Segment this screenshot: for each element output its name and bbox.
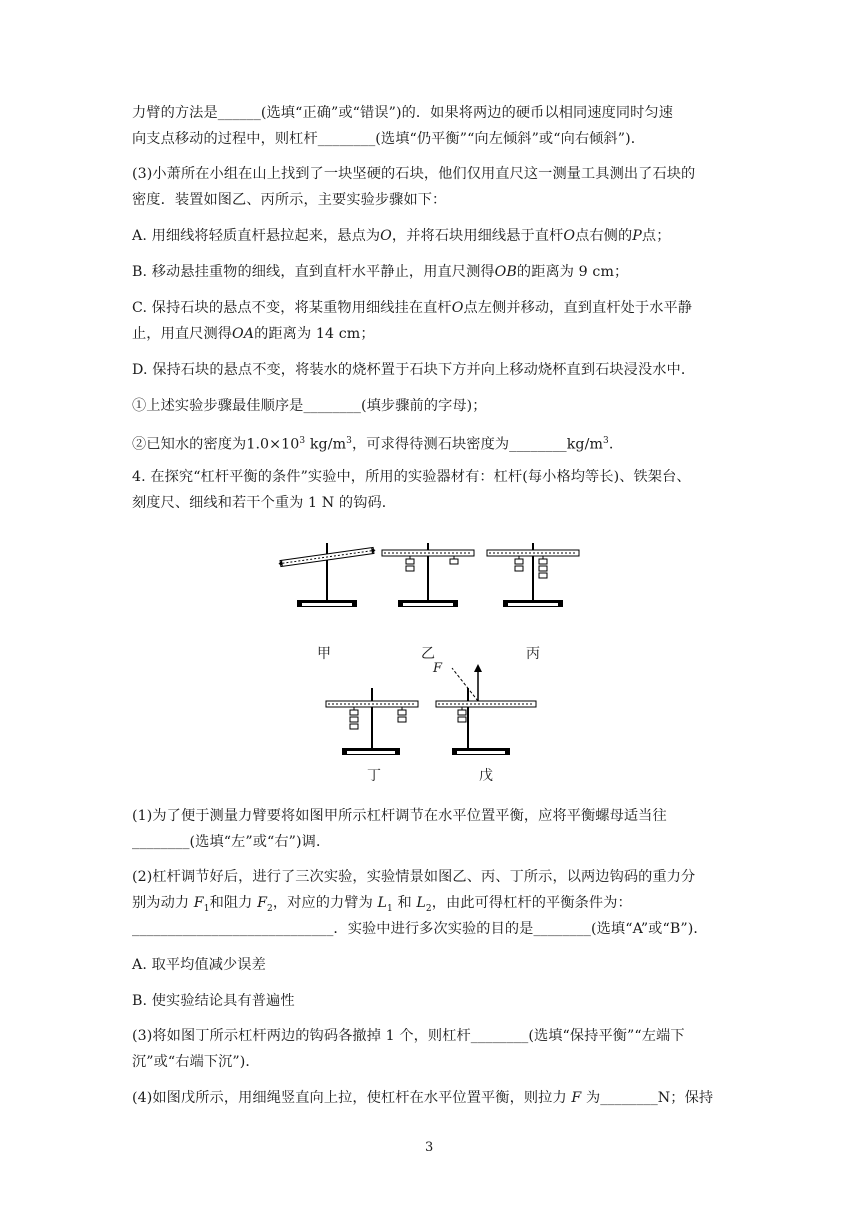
question-density: ②已知水的密度为$1.0\times 10^3$ $kg/m^3$，可求得待测石块密度为$\_\_\_\_\_\_\_\_kg/m^3$. [132,436,614,453]
page-number: 3 [425,1140,434,1155]
question-2-vars: 别为动力 $F_1$和阻力 $F_2$，对应的力臂为 $L_1$ 和 $L_2$，由此可得杠杆的平衡条件为： [132,895,632,914]
caption-bing: 丙 [526,646,540,662]
lever-bing [487,543,579,607]
caption-yi: 乙 [421,646,435,662]
text-line: ____________________________．实验中进行多次实验的目的是________(选填“A”或“B”)． [132,921,708,937]
question-4: (4)如图戊所示，用细绳竖直向上拉，使杠杆在水平位置平衡，则拉力 F 为________N；保持 [132,1090,714,1106]
lever-wu [436,664,536,755]
step-a: A. 用细线将轻质直杆悬拉起来，悬点为O，并将石块用细线悬于直杆O点右侧的P点； [132,228,671,244]
question-2: (2)杠杆调节好后，进行了三次实验，实验情景如图乙、丙、丁所示，以两边钩码的重力分 [132,869,696,885]
lever-yi [382,543,474,607]
step-c-cont: 止，用直尺测得OA的距离为 14 cm； [132,326,375,342]
lever-ding [326,688,418,755]
text-line: 力臂的方法是______(选填“正确”或“错误”)的．如果将两边的硬币以相同速度同时匀速 [132,105,674,121]
text-line: 沉”或“右端下沉”)． [132,1054,260,1070]
caption-jia: 甲 [317,646,331,662]
step-b: B. 移动悬挂重物的细线，直到直杆水平静止，用直尺测得OB的距离为 9 cm； [132,264,629,280]
problem-4-heading: 4. 在探究“杠杆平衡的条件”实验中，所用的实验器材有：杠杆(每小格均等长)、铁架台、 [132,469,691,485]
step-d: D. 保持石块的悬点不变，将装水的烧杯置于石块下方并向上移动烧杯直到石块浸没水中． [132,362,696,378]
text-line: 向支点移动的过程中，则杠杆________(选填“仍平衡”“向左倾斜”或“向右倾斜”)． [132,131,645,147]
text-line: ________(选填“左”或“右”)调． [132,834,331,850]
option-a: A. 取平均值减少误差 [132,957,266,973]
caption-ding: 丁 [367,768,381,784]
figure-levers-row1 [270,535,590,660]
figure-levers-row2 [320,662,550,762]
option-b: B. 使实验结论具有普遍性 [132,993,295,1009]
text-line: (3)小萧所在小组在山上找到了一块坚硬的石块，他们仅用直尺这一测量工具测出了石块的 [132,166,696,182]
text-line: 密度．装置如图乙、丙所示，主要实验步骤如下： [132,192,447,208]
question-1: (1)为了便于测量力臂要将如图甲所示杠杆调节在水平位置平衡，应将平衡螺母适当往 [132,808,667,824]
text-line: 刻度尺、细线和若干个重为 1 N 的钩码． [132,495,397,511]
step-c: C. 保持石块的悬点不变，将某重物用细线挂在直杆O点左侧并移动，直到直杆处于水平静 [132,300,693,316]
question-3: (3)将如图丁所示杠杆两边的钩码各撤掉 1 个，则杠杆________(选填“保持平衡”“左端下 [132,1028,685,1044]
question-order: ①上述实验步骤最佳顺序是________(填步骤前的字母)； [132,398,487,414]
force-label: F [433,661,443,676]
caption-wu: 戊 [479,768,493,784]
dashed-line [452,668,478,701]
lever-jia [278,543,376,607]
